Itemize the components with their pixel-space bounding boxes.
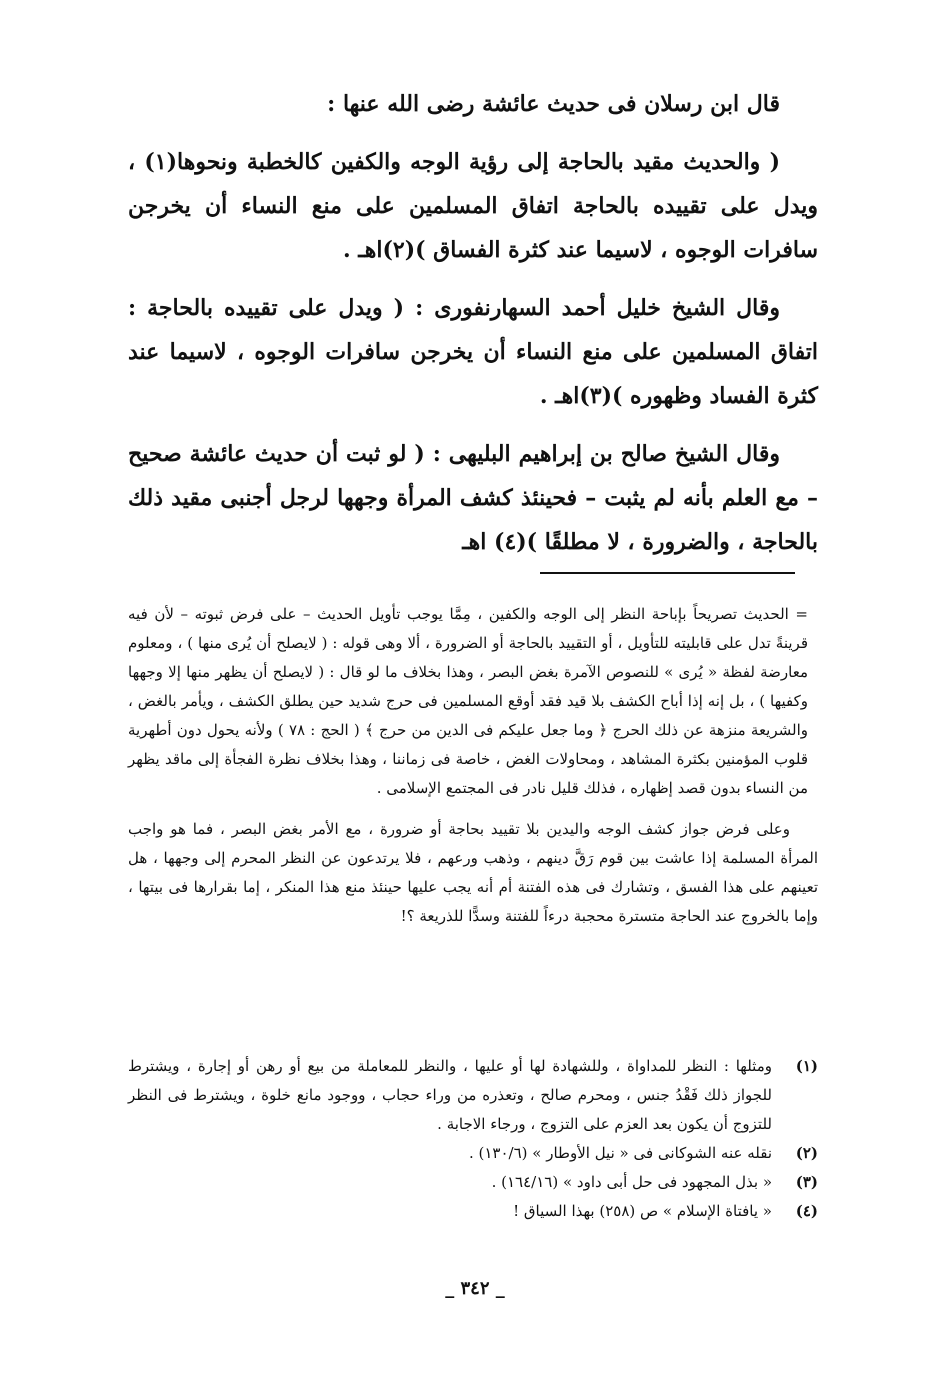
footnote-text: نقله عنه الشوكانى فى « نيل الأوطار » (١٣٠/٦) . [468, 1144, 772, 1162]
footnote-2 [128, 1139, 818, 1168]
footnote-text: « يافتاة الإسلام » ص (٢٥٨) بهذا السياق ! [513, 1202, 772, 1220]
footnote-1 [128, 1052, 818, 1139]
note-continuation: = الحديث تصريحاً بإباحة النظر إلى الوجه والكفين ، مِمَّا يوجب تأويل الحديث – على فرض ثبوته – لأن فيه قرينةً تدل على قابليته للتأويل ، أو التقييد بالحاجة أو الضرورة ، ألا وهى قوله : ( لايصلح أن يُرى منها ) ، ومعلوم معارضة لفظة « يُرى » للنصوص الآمرة بغض البصر ، وهذا بخلاف ما لو قال : ( لايصلح أن يظهر منها إلا وجهها وكفيها ) ، بل إنه إذا أباح الكشف بلا قيد فقد أوقع المسلمين فى حرج شديد حين يطلق الكشف ، ويأمر بالغض ، والشريعة منزهة عن ذلك الحرج ﴿ وما جعل عليكم فى الدين من حرج ﴾ ( الحج : ٧٨ ) ولأنه يحول دون أطهرية قلوب المؤمنين بكثرة المشاهد ، ومحاولات الغض ، خاصة فى زماننا ، وهذا بخلاف نظرة الفجأة إلى ماقد يظهر من النساء بدون قصد إظهاره ، فذلك قليل نادر فى المجتمع الإسلامى . [128, 605, 808, 797]
footnote-3 [128, 1168, 818, 1197]
quote-bulayhi: وقال الشيخ صالح بن إبراهيم البليهى : ( لو ثبت أن حديث عائشة صحيح – مع العلم بأنه لم يثبت – فحينئذ كشف المرأة وجهها لرجل أجنبى مقيد ذلك بالحاجة ، والضرورة ، لا مطلقًا )(٤) اهـ [128, 441, 818, 555]
quote-ibn-ruslan: ( والحديث مقيد بالحاجة إلى رؤية الوجه والكفين كالخطبة ونحوها(١) ، ويدل على تقييده بالحاجة اتفاق المسلمين على منع النساء أن يخرجن سافرات الوجوه ، لاسيما عند كثرة الفساق )(٢)اهـ . [128, 149, 818, 263]
footnotes [128, 1052, 818, 1226]
footnote-number: (٣) [795, 1173, 818, 1191]
footnote-text: « بذل المجهود فى حل أبى داود » (١٦٤/١٦) . [491, 1173, 772, 1191]
note-paragraph: وعلى فرض جواز كشف الوجه واليدين بلا تقييد بحاجة أو ضرورة ، مع الأمر بغض البصر ، فما هو واجب المرأة المسلمة إذا عاشت بين قوم رَقَّ دينهم ، وذهب ورعهم ، فلا يرتدعون عن النظر المحرم إلى وجهها ، هل تعينهم على هذا الفسق ، وتشارك فى هذه الفتنة أم أنه يجب عليها حينئذ منع هذا المنكر ، إما بقرارها فى بيتها ، وإما بالخروج عند الحاجة متسترة محجبة درءاً للفتنة وسدًّا للذريعة ؟! [128, 820, 818, 925]
footnote-text: ومثلها : النظر للمداواة ، وللشهادة لها أو عليها ، والنظر للمعاملة من بيع أو رهن أو إجارة ، ويشترط للجواز ذلك فَقْدُ جنس ، ومحرم صالح ، وتعذره من وراء حجاب ، ووجود مانع خلوة ، ويشترط فى النظر للتزوج أن يكون بعد العزم على التزوج ، ورجاء الاجابة . [128, 1057, 772, 1133]
footnote-number: (١) [795, 1057, 818, 1075]
main-text [128, 82, 818, 564]
footnote-divider [540, 572, 795, 574]
page-number: _ ٣٤٢ _ [445, 1278, 505, 1299]
quote-saharanfuri: وقال الشيخ خليل أحمد السهارنفورى : ( ويدل على تقييده بالحاجة : اتفاق المسلمين على منع النساء أن يخرجن سافرات الوجوه ، لاسيما عند كثرة الفساد وظهوره )(٣)اهـ . [128, 295, 818, 409]
footnote-number: (٢) [795, 1144, 818, 1162]
footnote-4 [128, 1197, 818, 1226]
footnote-number: (٤) [795, 1202, 818, 1220]
continued-note [128, 600, 818, 931]
intro-line: قال ابن رسلان فى حديث عائشة رضى الله عنها : [327, 91, 780, 117]
